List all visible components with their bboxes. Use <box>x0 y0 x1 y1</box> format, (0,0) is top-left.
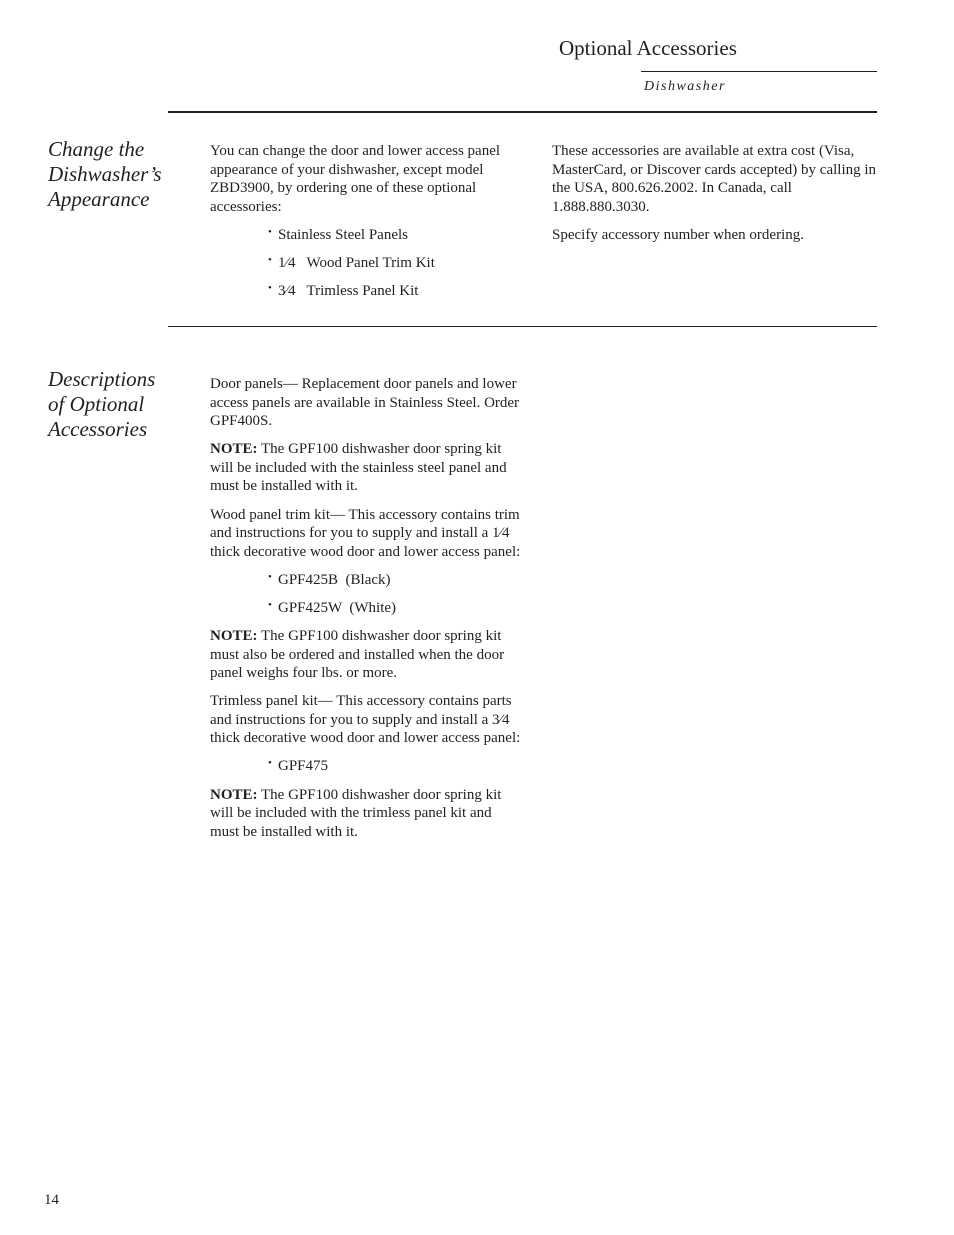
header-divider <box>641 71 877 72</box>
list-item: • GPF475 <box>268 757 522 776</box>
list-item: • 1⁄4 Wood Panel Trim Kit <box>268 254 522 273</box>
accessory-list <box>210 226 522 301</box>
wood-trim-text: Wood panel trim kit— This accessory contains trim and instructions for you to supply and install a 1⁄4 thick decorative wood door and lower access panel: <box>210 506 521 560</box>
descriptions-column <box>210 375 522 851</box>
wood-trim-list <box>210 571 522 618</box>
page-number: 14 <box>44 1192 59 1208</box>
section-heading-change-appearance <box>48 137 173 212</box>
page-subtitle: Dishwasher <box>644 79 726 94</box>
note-text: The GPF100 dishwasher door spring kit will be included with the stainless steel panel and must be installed with it. <box>210 441 507 495</box>
trimless-text: Trimless panel kit— This accessory contains parts and instructions for you to supply and install a 3⁄4 thick decorative wood door and lower access panel: <box>210 693 521 747</box>
note-text: The GPF100 dishwasher door spring kit will be included with the trimless panel kit and must be installed with it. <box>210 786 502 840</box>
note-text: The GPF100 dishwasher door spring kit must also be ordered and installed when the door panel weighs four lbs. or more. <box>210 627 505 682</box>
ordering-info-text: These accessories are available at extra cost (Visa, MasterCard, or Discover cards accepted) by calling in the USA, 800.626.2002. In Canada, call 1.888.880.3030. <box>552 143 877 215</box>
heading-line: Accessories <box>48 417 148 441</box>
ordering-instruction-text: Specify accessory number when ordering. <box>552 226 804 243</box>
door-panels-text: Door panels— Replacement door panels and lower access panels are available in Stainless Steel. Order GPF400S. <box>210 376 520 430</box>
page-title: Optional Accessories <box>559 36 737 60</box>
note-label: NOTE: <box>210 441 258 458</box>
note-label: NOTE: <box>210 786 258 803</box>
ordering-info-column <box>552 142 877 254</box>
note-paragraph <box>210 786 522 842</box>
section-divider-top <box>168 111 877 113</box>
list-item: • GPF425W (White) <box>268 599 522 618</box>
section-heading-descriptions <box>48 367 173 442</box>
heading-line: Descriptions <box>48 367 156 391</box>
list-item: • Stainless Steel Panels <box>268 226 522 245</box>
appearance-intro-text: You can change the door and lower access panel appearance of your dishwasher, except model ZBD3900, by ordering one of these optional accessories: <box>210 143 501 215</box>
appearance-intro-column <box>210 142 522 310</box>
heading-line: of Optional <box>48 392 145 416</box>
section-divider-middle <box>168 326 877 327</box>
list-item: • 3⁄4 Trimless Panel Kit <box>268 282 522 301</box>
heading-line: Dishwasher’s <box>48 162 162 186</box>
note-paragraph <box>210 627 522 683</box>
note-paragraph <box>210 440 522 496</box>
note-label: NOTE: <box>210 627 258 644</box>
heading-line: Change the <box>48 137 145 161</box>
list-item: • GPF425B (Black) <box>268 571 522 590</box>
trimless-list <box>210 757 522 776</box>
heading-line: Appearance <box>48 187 150 211</box>
